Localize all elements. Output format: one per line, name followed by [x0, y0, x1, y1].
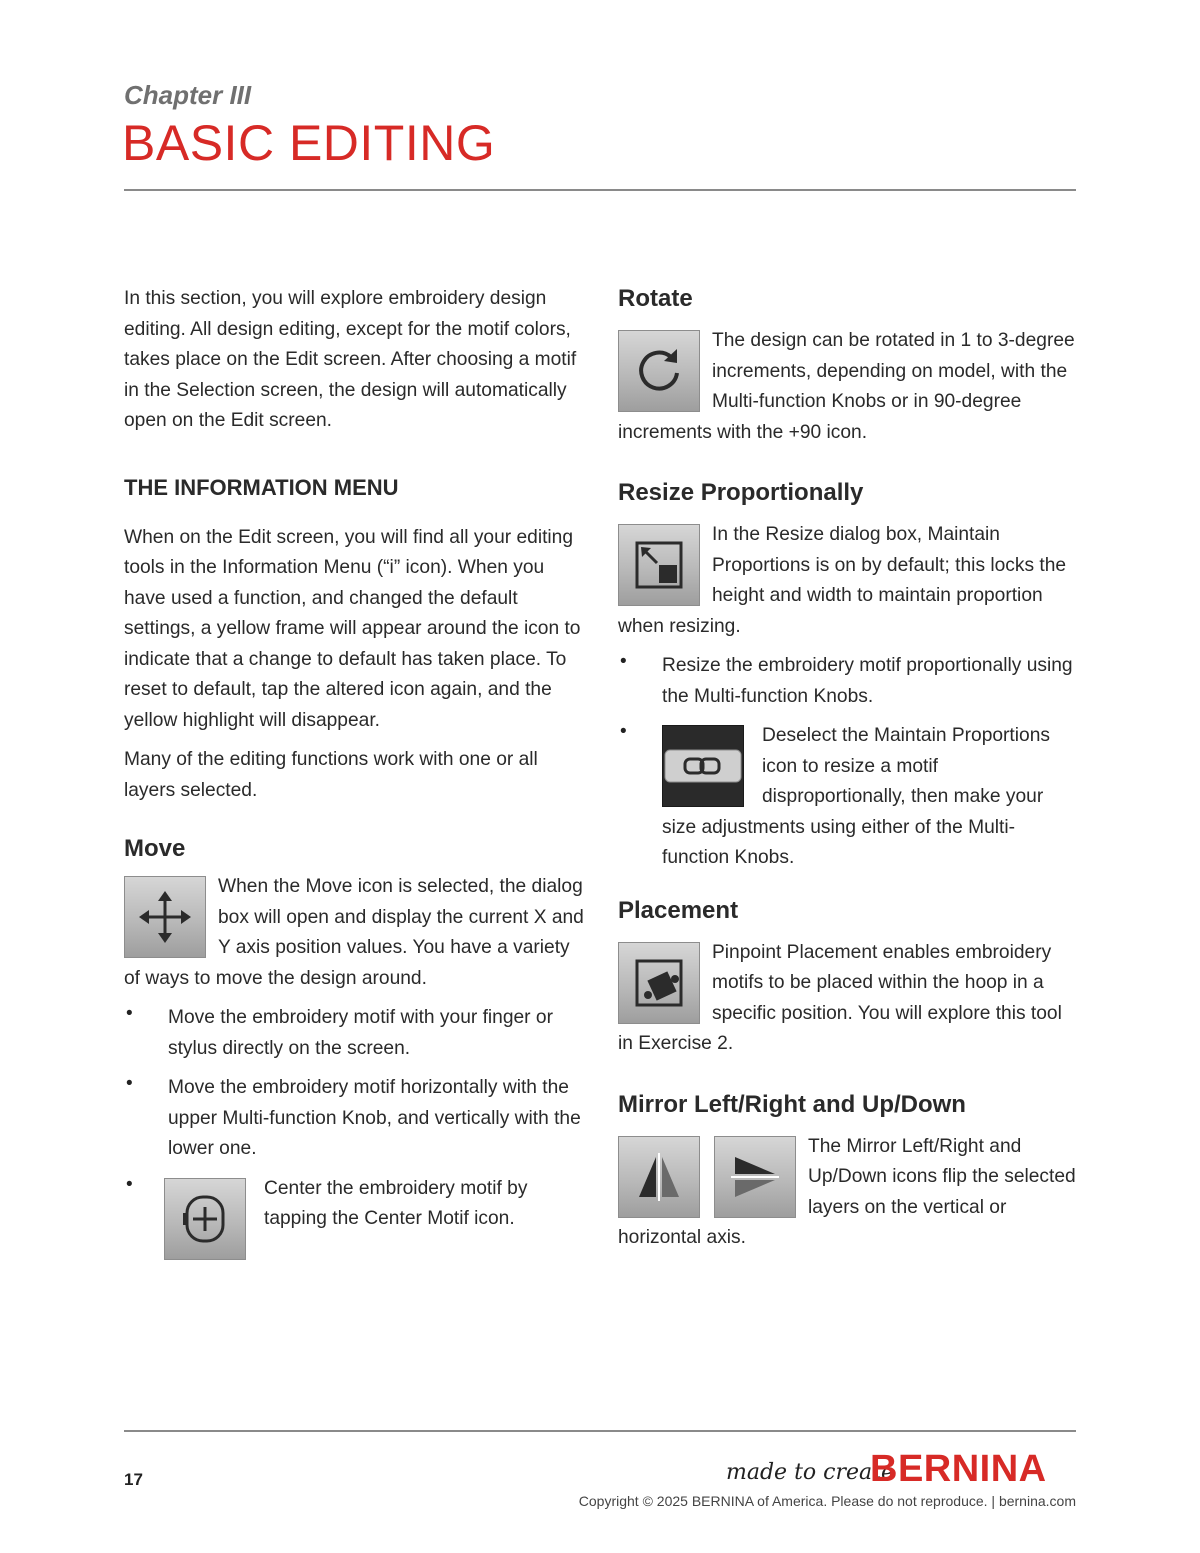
information-menu-heading: THE INFORMATION MENU: [124, 474, 399, 500]
maintain-proportions-icon: [662, 725, 744, 807]
right-column: [618, 284, 1078, 1254]
center-motif-icon: [164, 1178, 246, 1260]
placement-paragraph: Pinpoint Placement enables embroidery motifs to be placed within the hoop in a specific position. You will explore this tool in Exercise 2.: [618, 941, 1062, 1054]
mirror-paragraph: The Mirror Left/Right and Up/Down icons flip the selected layers on the vertical or horizontal axis.: [618, 1135, 1076, 1248]
tagline: made to create: [726, 1460, 894, 1485]
resize-paragraph: In the Resize dialog box, Maintain Proportions is on by default; this locks the height and width to maintain proportion when resizing.: [618, 524, 1067, 637]
list-item: [618, 651, 1078, 712]
chapter-label: Chapter III: [124, 80, 252, 110]
copyright-notice: Copyright © 2025 BERNINA of America. Please do not reproduce. | bernina.com: [578, 1493, 1076, 1509]
intro-paragraph: In this section, you will explore embroidery design editing. All design editing, except for the motif colors, takes place on the Edit screen. After choosing a motif in the Selection screen, the design will automatically open on the Edit screen.: [124, 288, 577, 431]
resize-icon: [618, 524, 700, 606]
rotate-icon: [618, 330, 700, 412]
resize-bullet-1: Resize the embroidery motif proportionally using the Multi-function Knobs.: [662, 655, 1073, 707]
mirror-up-down-icon: [714, 1136, 796, 1218]
move-bullet-1: Move the embroidery motif with your finger or stylus directly on the screen.: [168, 1007, 553, 1059]
rotate-paragraph: The design can be rotated in 1 to 3-degree increments, depending on model, with the Multi-function Knobs or in 90-degree increments with the +90 icon.: [618, 330, 1075, 443]
left-column: [124, 284, 584, 1262]
move-bullet-3: Center the embroidery motif by tapping the Center Motif icon.: [264, 1177, 528, 1229]
list-item: [124, 1073, 584, 1165]
move-bullet-2: Move the embroidery motif horizontally with the upper Multi-function Knob, and vertically with the lower one.: [168, 1077, 581, 1159]
rotate-heading: Rotate: [618, 285, 693, 312]
move-heading: Move: [124, 835, 186, 862]
header-divider: [124, 189, 1076, 191]
information-menu-paragraph: When on the Edit screen, you will find all your editing tools in the Information Menu (“i” icon). When you have used a function, and changed the default settings, a yellow frame will appear around the icon to indicate that a change to default has taken place. To reset to default, tap the altered icon again, and the yellow highlight will disappear.: [124, 526, 581, 731]
resize-heading: Resize Proportionally: [618, 479, 864, 506]
bullet: •: [620, 721, 627, 742]
bullet: •: [126, 1173, 133, 1195]
placement-heading: Placement: [618, 896, 739, 924]
move-paragraph: When the Move icon is selected, the dialog box will open and display the current X and Y axis position values. You have a variety of ways to move the design around.: [124, 876, 584, 989]
bullet: •: [620, 651, 627, 672]
resize-bullet-2: Deselect the Maintain Proportions icon to resize a motif disproportionally, then make your size adjustments using either of the Multi-function Knobs.: [662, 725, 1050, 868]
move-icon: [124, 876, 206, 958]
page-title: BASIC EDITING: [122, 115, 496, 171]
information-menu-note: Many of the editing functions work with one or all layers selected.: [124, 749, 538, 801]
bullet: •: [126, 1073, 133, 1094]
list-item: [124, 1174, 584, 1262]
mirror-heading: Mirror Left/Right and Up/Down: [618, 1090, 966, 1118]
footer-divider: [124, 1430, 1076, 1432]
page-number: 17: [124, 1470, 143, 1489]
pinpoint-placement-icon: [618, 942, 700, 1024]
mirror-left-right-icon: [618, 1136, 700, 1218]
list-item: [618, 721, 1078, 874]
list-item: [124, 1003, 584, 1064]
brand-logo: BERNINA: [870, 1448, 1047, 1490]
bullet: •: [126, 1003, 133, 1024]
